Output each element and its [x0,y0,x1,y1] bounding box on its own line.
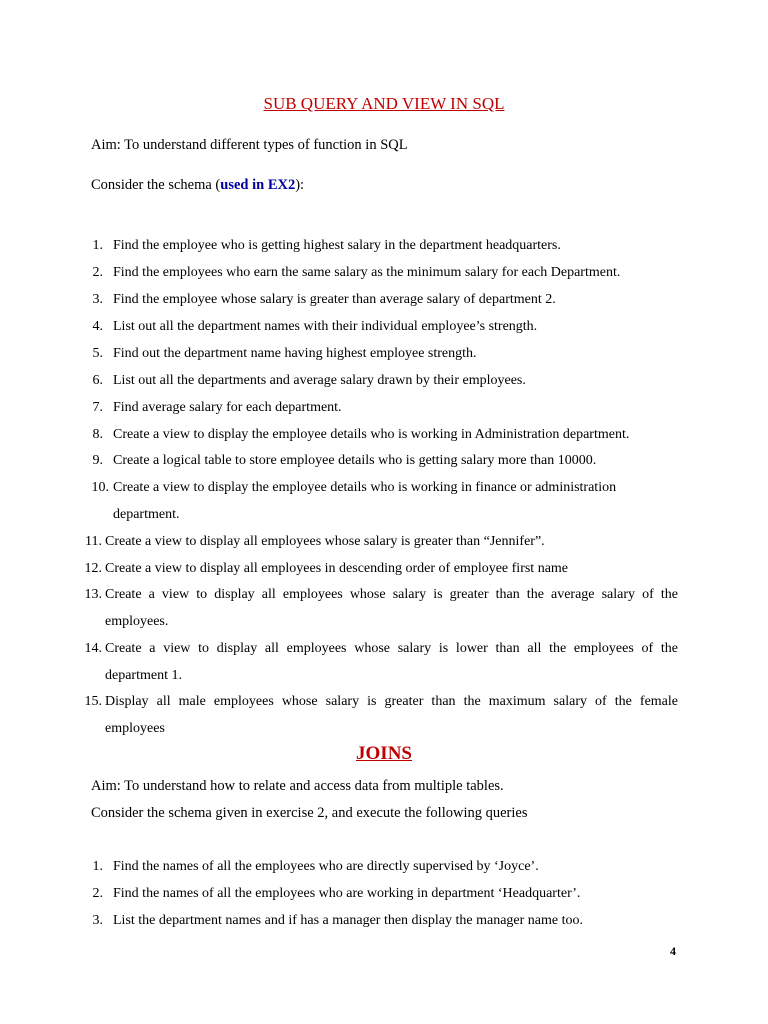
list-item-number: 12. [84,561,102,576]
list-item-text: Display all male employees whose salary is greater than the maximum salary of the female [105,694,678,709]
list-item-text: List the department names and if has a manager then display the manager name too. [113,913,584,928]
section-title-subquery: SUB QUERY AND VIEW IN SQL [263,94,505,113]
list-item-text: department 1. [105,668,182,683]
schema-paragraph [91,177,304,194]
list-item-text: employees. [105,614,169,629]
section-title-joins: JOINS [356,743,412,764]
schema-prefix: Consider the schema ( [91,177,221,193]
list-item-text: Create a view to display all employees whose salary is greater than the average salary of the [105,587,678,602]
list-item-text: Create a view to display the employee details who is working in finance or administration [113,480,617,495]
list-item-text: Find average salary for each department. [113,400,342,415]
list-item-text: Find the employees who earn the same salary as the minimum salary for each Department. [113,265,621,280]
list-item-text: Find the names of all the employees who are working in department ‘Headquarter’. [113,886,581,901]
schema-suffix: ): [295,177,305,193]
list-item-number: 3. [92,292,103,307]
aim-paragraph: Aim: To understand different types of function in SQL [91,137,408,153]
list-item-number: 15. [84,694,102,709]
list-item-number: 1. [92,238,103,253]
list-item-number: 7. [92,400,103,415]
list-item-text: Create a view to display all employees in descending order of employee first name [105,561,569,576]
list-item-number: 4. [92,319,103,334]
joins-schema-paragraph: Consider the schema given in exercise 2, and execute the following queries [91,805,528,821]
list-item-text: Create a view to display all employees whose salary is lower than all the employees of the [105,641,678,656]
list-item-number: 8. [92,427,103,442]
list-item-text: Create a logical table to store employee details who is getting salary more than 10000. [113,453,597,468]
list-item-text: Find out the department name having highest employee strength. [113,346,477,361]
list-item-text: Create a view to display the employee details who is working in Administration department. [113,427,630,442]
list-item-number: 6. [92,373,103,388]
list-item-number: 9. [92,453,103,468]
list-item-text: department. [113,507,180,522]
list-item-text: Find the names of all the employees who are directly supervised by ‘Joyce’. [113,859,539,874]
page-number: 4 [670,944,676,958]
list-item-text: Create a view to display all employees whose salary is greater than “Jennifer”. [105,534,545,549]
list-item-text: List out all the departments and average salary drawn by their employees. [113,373,526,388]
joins-aim-paragraph: Aim: To understand how to relate and access data from multiple tables. [91,778,504,794]
list-item-text: Find the employee who is getting highest salary in the department headquarters. [113,238,561,253]
list-item-number: 10. [91,480,109,495]
list-item-number: 2. [92,886,103,901]
list-item-text: Find the employee whose salary is greater than average salary of department 2. [113,292,556,307]
list-item-number: 11. [85,534,102,549]
list-item-number: 5. [92,346,103,361]
list-item-text: employees [105,721,165,736]
list-item-number: 3. [92,913,103,928]
list-item-number: 1. [92,859,103,874]
list-item-number: 14. [84,641,102,656]
list-item-text: List out all the department names with their individual employee’s strength. [113,319,538,334]
schema-reference: used in EX2 [220,177,296,193]
list-item-number: 13. [84,587,102,602]
list-item-number: 2. [92,265,103,280]
